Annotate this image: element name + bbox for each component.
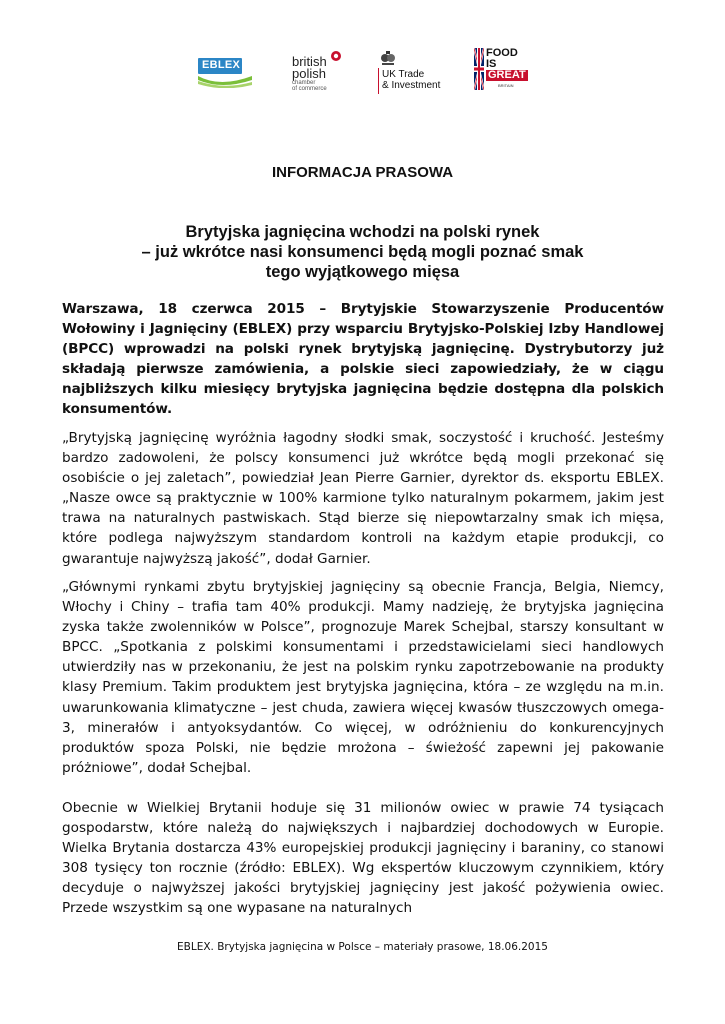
bpcc-logo-line-3: chamber xyxy=(292,80,316,86)
page-footer: EBLEX. Brytyjska jagnięcina w Polsce – materiały prasowe, 18.06.2015 xyxy=(177,941,548,953)
royal-crest-icon xyxy=(378,50,398,66)
ukti-logo xyxy=(378,50,450,94)
body-paragraph-2: „Głównymi rynkami zbytu brytyjskiej jagnięciny są obecnie Francja, Belgia, Niemcy, Włochy i Chiny – trafia tam 40% produkcji. Mamy nadzieję, że brytyjska jagnięcina zyska także zwolenników w Polsce”, prognozuje Marek Schejbal, starszy konsultant w BPCC. „Spotkania z polskimi konsumentami i przedstawicielami sieci handlowych utwierdziły nas w przekonaniu, że jest na polskim rynku zapotrzebowanie na produkty klasy Premium. Takim produktem jest brytyjska jagnięcina, która – ze względu na m.in. uwarunkowania klimatyczne – jest chuda, zawiera więcej kwasów tłuszczowych omega-3, minerałów i antyoksydantów. Co więcej, w odróżnieniu do konkurencyjnych produktów spoza Polski, nie będzie mrożona – świeżość zapewni jej pakowanie próżniowe”, dodał Schejbal. xyxy=(62,579,664,776)
bpcc-logo-line-1: british xyxy=(292,54,327,69)
title-line-3: tego wyjątkowego mięsa xyxy=(265,263,460,281)
logo-strip xyxy=(0,48,725,96)
food-is-great-word-3: GREAT xyxy=(488,69,526,81)
food-is-great-word-2: IS xyxy=(486,58,497,70)
ukti-logo-line-1: UK Trade xyxy=(382,69,425,80)
document-title xyxy=(0,222,725,282)
eblex-logo xyxy=(198,54,254,90)
ukti-logo-line-2: & Investment xyxy=(382,80,441,91)
body-paragraph-3: Obecnie w Wielkiej Brytanii hoduje się 31 milionów owiec w prawie 74 tysiącach gospodarstw, które należą do największych i najbardziej dochodowych w Europie. Wielka Brytania dostarcza 43% europejskiej produkcji jagnięciny i baraniny, co stanowi 308 tysięcy ton rocznie (źródło: EBLEX). Wg ekspertów kluczowym czynnikiem, który decyduje o najwyższej jakości brytyjskiej jagnięciny jest jakość pożywienia owiec. Przede wszystkim są one wypasane na naturalnych xyxy=(62,800,664,917)
eblex-logo-text: EBLEX xyxy=(202,59,241,71)
title-line-1: Brytyjska jagnięcina wchodzi na polski rynek xyxy=(185,223,540,241)
bpcc-logo xyxy=(292,50,352,94)
bpcc-logo-line-4: of commerce xyxy=(292,86,327,92)
ukti-red-rule xyxy=(378,68,379,94)
food-is-great-word-4: BRITAIN xyxy=(498,83,514,88)
union-flag-icon xyxy=(474,48,484,90)
food-is-great-logo xyxy=(474,48,530,94)
bpcc-logo-line-2: polish xyxy=(292,66,326,81)
title-line-2: – już wkrótce nasi konsumenci będą mogli poznać smak xyxy=(141,243,584,261)
press-release-label: INFORMACJA PRASOWA xyxy=(271,164,454,181)
lead-paragraph: Warszawa, 18 czerwca 2015 – Brytyjskie Stowarzyszenie Producentów Wołowiny i Jagnięciny (EBLEX) przy wsparciu Brytyjsko-Polskiej Izby Handlowej (BPCC) wprowadzi na polski rynek brytyjską jagnięcinę. Dystrybutorzy już składają pierwsze zamówienia, a polskie sieci zapowiedziały, że w ciągu najbliższych kilku miesięcy brytyjska jagnięcina będzie dostępna dla polskich konsumentów. xyxy=(62,301,664,418)
body-paragraph-1: „Brytyjską jagnięcinę wyróżnia łagodny słodki smak, soczystość i kruchość. Jesteśmy bardzo zadowoleni, że polscy konsumenci już wkrótce będą mogli przekonać się osobiście o jej zaletach”, powiedział Jean Pierre Garnier, dyrektor ds. eksportu EBLEX. „Nasze owce są praktycznie w 100% karmione tylko naturalnym pokarmem, jakim jest trawa na naturalnych pastwiskach. Stąd bierze się niepowtarzalny smak ich mięsa, które podlega najwyższym standardom kontroli na każdym etapie produkcji, co gwarantuje najwyższą jakość”, dodał Garnier. xyxy=(62,430,664,567)
bpcc-crest-icon xyxy=(330,50,342,62)
eblex-swoosh-icon xyxy=(198,74,252,88)
food-is-great-word-1: FOOD xyxy=(486,47,518,59)
